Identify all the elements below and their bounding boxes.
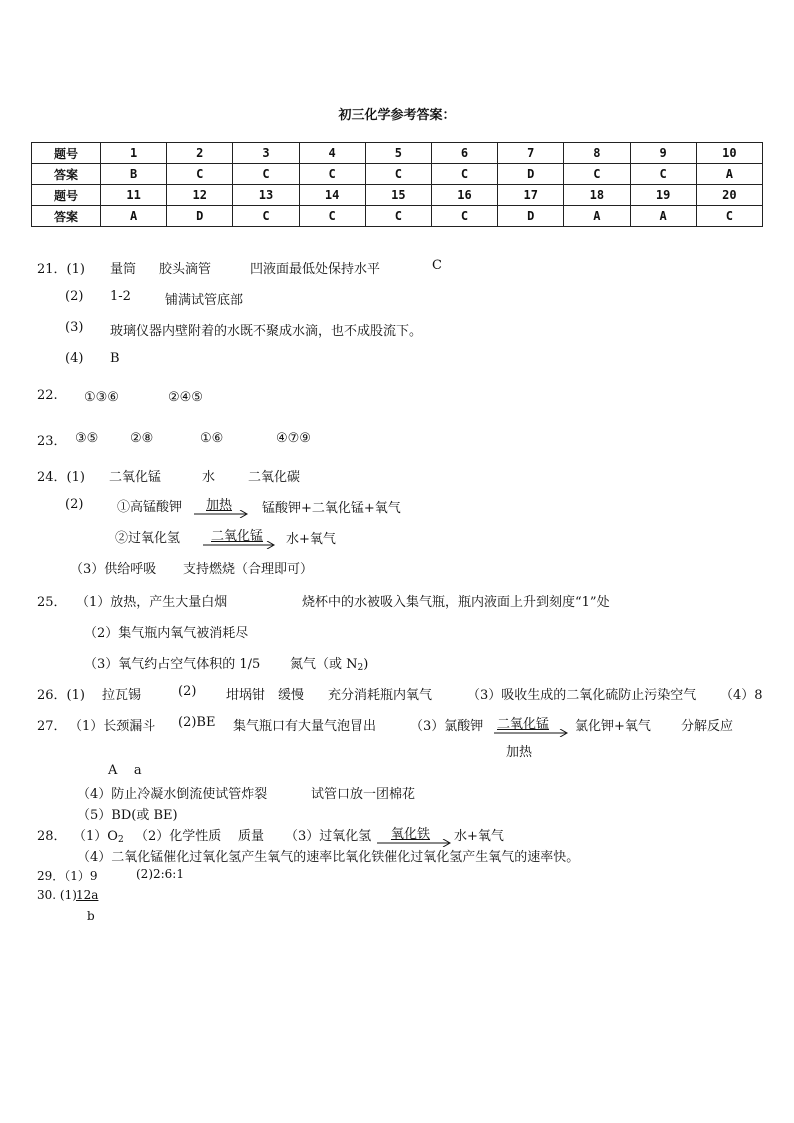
reaction-arrow <box>203 527 277 549</box>
table-cell: 17 <box>498 185 564 206</box>
table-cell: 14 <box>299 185 365 206</box>
q21-number: 21．(1) <box>37 262 85 277</box>
q21-part-label: (2) <box>65 289 84 304</box>
q28-answer: （4）二氧化锰催化过氧化氢产生氧气的速率比氧化铁催化过氧化氢产生氧气的速率快。 <box>77 850 580 865</box>
q23-answer: ②⑧ <box>130 431 154 446</box>
table-cell: C <box>431 164 497 185</box>
table-cell: 1 <box>101 143 167 164</box>
table-cell: 15 <box>365 185 431 206</box>
table-cell: C <box>365 164 431 185</box>
q22-number: 22. <box>37 388 58 403</box>
q28-answer: 水+氧气 <box>454 829 504 844</box>
q25-number: 25． <box>37 595 67 610</box>
reaction-condition: 二氧化锰 <box>497 717 550 732</box>
arrow-icon <box>203 541 277 549</box>
table-cell: 9 <box>630 143 696 164</box>
q22-answer: ②④⑤ <box>168 390 203 405</box>
table-cell: B <box>101 164 167 185</box>
q25-answer: （1）放热，产生大量白烟 <box>76 595 228 610</box>
q27-answer: （1）长颈漏斗 <box>69 719 156 734</box>
q29-answer: (2)2:6:1 <box>136 867 184 881</box>
table-cell: 12 <box>167 185 233 206</box>
reaction-condition: 加热 <box>206 498 233 513</box>
q26-answer: 充分消耗瓶内氧气 <box>328 688 433 703</box>
q24-equation-reactant: ②过氧化氢 <box>115 531 181 546</box>
q27-answer: 集气瓶口有大量气泡冒出 <box>233 719 377 734</box>
q24-equation-reactant: ①高锰酸钾 <box>117 500 183 515</box>
reaction-arrow <box>194 496 250 518</box>
table-cell: C <box>299 206 365 227</box>
table-header-cell: 题号 <box>32 185 101 206</box>
q21-answer: 1-2 <box>110 289 131 304</box>
q28-answer: （3）过氧化氢 <box>285 829 372 844</box>
q26-answer: 坩埚钳 <box>226 688 266 703</box>
table-cell: 19 <box>630 185 696 206</box>
table-cell: 10 <box>696 143 762 164</box>
q28-answer: （2）化学性质 <box>135 829 222 844</box>
q27-answer: （3）氯酸钾 <box>410 719 484 734</box>
q25-answer: （2）集气瓶内氧气被消耗尽 <box>84 626 249 641</box>
table-cell: 11 <box>101 185 167 206</box>
q21-answer: C <box>432 258 442 273</box>
reaction-condition: 二氧化锰 <box>211 529 264 544</box>
q24-number: 24．(1) <box>37 470 85 485</box>
q27-number: 27． <box>37 719 67 734</box>
q24-equation-product: 锰酸钾+二氧化锰+氧气 <box>262 501 401 516</box>
q27-answer: 试管口放一团棉花 <box>311 787 416 802</box>
q24-part-label: (2) <box>65 497 84 512</box>
q24-answer: 水 <box>202 470 216 485</box>
table-cell: C <box>696 206 762 227</box>
q26-answer: 缓慢 <box>278 688 305 703</box>
table-cell: 2 <box>167 143 233 164</box>
q21-answer: 凹液面最低处保持水平 <box>250 262 381 277</box>
table-cell: A <box>630 206 696 227</box>
table-cell: C <box>431 206 497 227</box>
table-row <box>32 164 763 185</box>
q22-answer: ①③⑥ <box>84 390 119 405</box>
table-cell: C <box>365 206 431 227</box>
q23-answer: ①⑥ <box>200 431 224 446</box>
table-cell: C <box>233 164 299 185</box>
q21-answer: 玻璃仪器内壁附着的水既不聚成水滴，也不成股流下。 <box>110 324 423 339</box>
q23-answer: ④⑦⑨ <box>276 431 311 446</box>
table-cell: 8 <box>564 143 630 164</box>
table-cell: 5 <box>365 143 431 164</box>
q27-answer: 氯化钾+氧气 <box>575 719 651 734</box>
table-cell: C <box>233 206 299 227</box>
q24-answer: （3）供给呼吸 <box>70 562 157 577</box>
page-title: 初三化学参考答案： <box>338 108 456 123</box>
table-cell: C <box>630 164 696 185</box>
q26-answer: （4）8 <box>720 688 763 703</box>
fraction-denominator: b <box>87 909 95 923</box>
q26-answer: 拉瓦锡 <box>102 688 142 703</box>
reaction-arrow <box>494 715 570 737</box>
table-cell: A <box>696 164 762 185</box>
table-header-cell: 答案 <box>32 206 101 227</box>
q25-answer: （3）氧气约占空气体积的 1/5 <box>84 657 261 672</box>
table-cell: C <box>167 164 233 185</box>
table-header-cell: 答案 <box>32 164 101 185</box>
table-cell: C <box>564 164 630 185</box>
arrow-icon <box>494 729 570 737</box>
reaction-condition: 氧化铁 <box>391 827 431 842</box>
table-cell: 7 <box>498 143 564 164</box>
q27-answer: A a <box>108 763 142 778</box>
table-row <box>32 185 763 206</box>
q27-answer: （5）BD(或 BE) <box>77 808 178 823</box>
q27-answer: 分解反应 <box>681 719 734 734</box>
q24-answer: 支持燃烧（合理即可） <box>183 562 314 577</box>
q23-number: 23． <box>37 434 67 449</box>
table-cell: D <box>498 164 564 185</box>
q21-answer: B <box>110 351 120 366</box>
q25-answer: 烧杯中的水被吸入集气瓶，瓶内液面上升到刻度“1”处 <box>302 595 610 610</box>
q21-answer: 量筒 <box>110 262 137 277</box>
q21-answer: 铺满试管底部 <box>165 293 244 308</box>
table-cell: 4 <box>299 143 365 164</box>
q28-answer: $(1)O_2$ <box>73 829 124 845</box>
q26-answer: （3）吸收生成的二氧化硫防止污染空气 <box>467 688 697 703</box>
q24-answer: 二氧化碳 <box>248 470 301 485</box>
table-row <box>32 206 763 227</box>
table-cell: 18 <box>564 185 630 206</box>
table-cell: D <box>167 206 233 227</box>
q24-equation-product: 水+氧气 <box>286 532 336 547</box>
table-cell: 20 <box>696 185 762 206</box>
table-cell: 16 <box>431 185 497 206</box>
fraction-numerator: 12a <box>76 888 99 902</box>
q30-number: 30. (1) <box>37 888 77 902</box>
arrow-icon <box>194 510 250 518</box>
answer-table <box>31 142 763 227</box>
q25-answer: 氮气（或 $N_2$) <box>290 657 369 673</box>
q29-number: 29．（1）9 <box>37 869 98 883</box>
q28-answer: 质量 <box>238 829 265 844</box>
q28-number: 28． <box>37 829 67 844</box>
table-cell: D <box>498 206 564 227</box>
table-row <box>32 143 763 164</box>
table-cell: 6 <box>431 143 497 164</box>
q23-answer: ③⑤ <box>75 431 99 446</box>
q21-part-label: (4) <box>65 351 84 366</box>
table-cell: A <box>564 206 630 227</box>
table-header-cell: 题号 <box>32 143 101 164</box>
q21-answer: 胶头滴管 <box>159 262 212 277</box>
table-cell: A <box>101 206 167 227</box>
q27-answer: （4）防止冷凝水倒流使试管炸裂 <box>77 787 268 802</box>
q26-part-label: (2) <box>178 684 197 699</box>
table-cell: C <box>299 164 365 185</box>
reaction-arrow <box>377 825 453 847</box>
q27-answer: (2)BE <box>178 715 216 730</box>
q21-part-label: (3) <box>65 320 84 335</box>
table-cell: 13 <box>233 185 299 206</box>
table-cell: 3 <box>233 143 299 164</box>
q26-number: 26．(1) <box>37 688 85 703</box>
reaction-condition: 加热 <box>506 745 533 760</box>
q24-answer: 二氧化锰 <box>109 470 162 485</box>
